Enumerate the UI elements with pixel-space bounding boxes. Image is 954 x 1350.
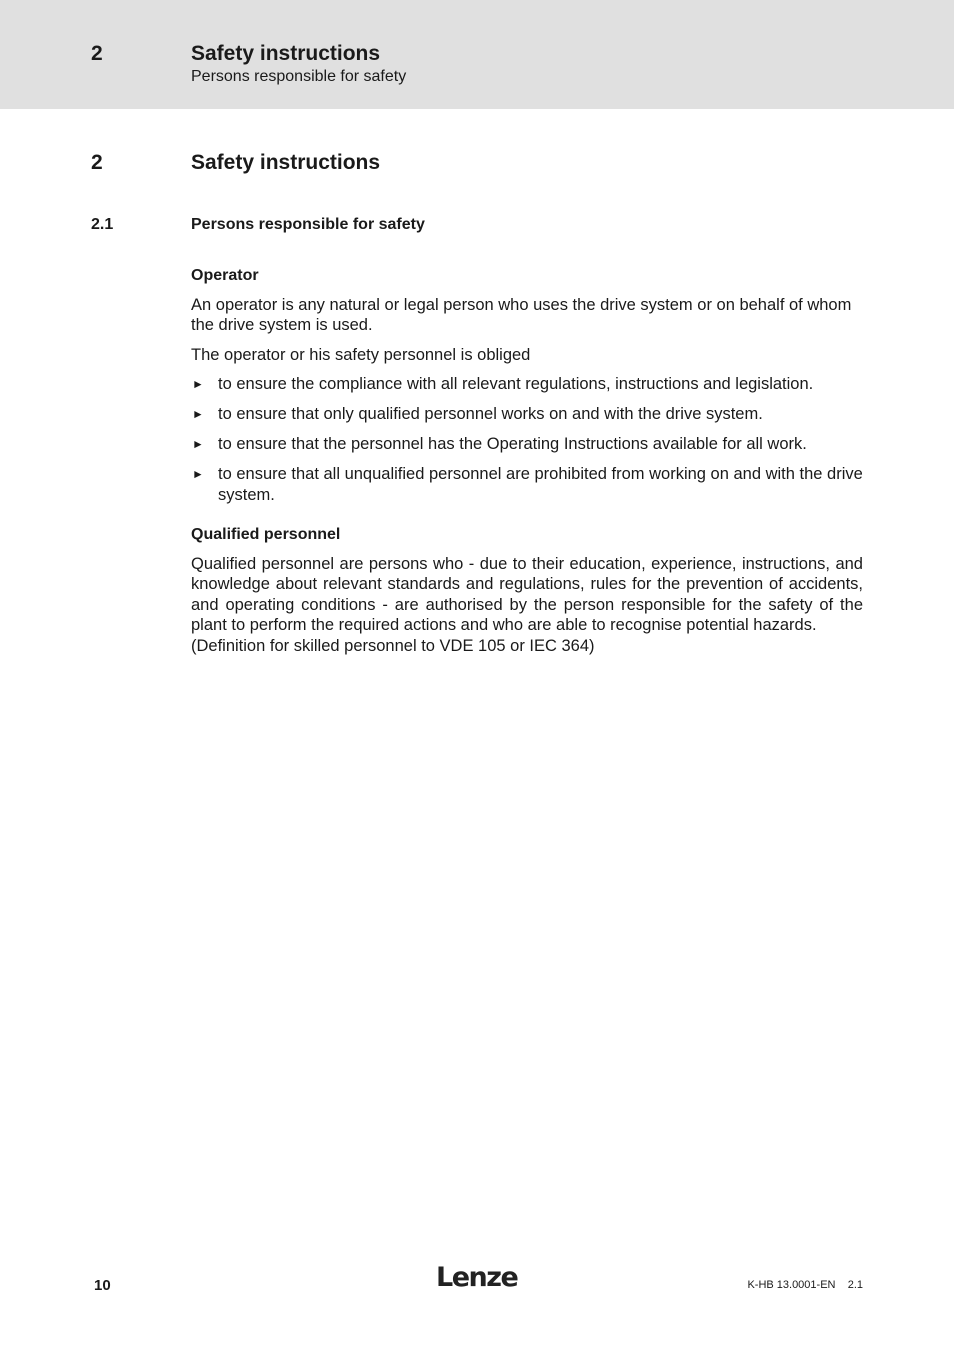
- document-id: K-HB 13.0001-EN 2.1: [747, 1279, 863, 1291]
- list-item: [191, 374, 863, 395]
- list-item: [191, 434, 863, 455]
- operator-intro: The operator or his safety personnel is obliged: [191, 345, 531, 364]
- list-item-text: to ensure that only qualified personnel works on and with the drive system.: [218, 405, 763, 423]
- lenze-logo: Lenze: [436, 1262, 518, 1293]
- list-item: [191, 464, 863, 505]
- section-number: 2.1: [91, 216, 114, 233]
- list-item-text: to ensure that the personnel has the Operating Instructions available for all work.: [218, 435, 807, 453]
- operator-definition: An operator is any natural or legal person who uses the drive system or on behalf of whom the drive system is used.: [191, 295, 852, 334]
- operator-obligations-list: [191, 374, 863, 505]
- section-title: Persons responsible for safety: [191, 216, 425, 233]
- triangle-bullet-icon: ►: [192, 377, 204, 391]
- triangle-bullet-icon: ►: [192, 467, 204, 481]
- qualified-personnel-heading: Qualified personnel: [191, 526, 341, 543]
- main-content: [191, 266, 863, 656]
- chapter-title: Safety instructions: [191, 151, 381, 174]
- triangle-bullet-icon: ►: [192, 407, 204, 421]
- operator-heading: Operator: [191, 267, 259, 284]
- header-chapter-number: 2: [91, 42, 103, 65]
- page-header: [0, 0, 954, 109]
- triangle-bullet-icon: ►: [192, 437, 204, 451]
- qualified-personnel-definition: (Definition for skilled personnel to VDE 105 or IEC 364): [191, 636, 595, 655]
- header-section-title: Persons responsible for safety: [191, 68, 407, 85]
- chapter-number: 2: [91, 151, 103, 174]
- list-item-text: to ensure the compliance with all relevant regulations, instructions and legislation.: [218, 375, 814, 393]
- page-number: 10: [94, 1277, 111, 1294]
- qualified-personnel-text: Qualified personnel are persons who - due to their education, experience, instructions, and knowledge about relevant standards and regulations, rules for the prevention of accidents, and operating conditions - are authorised by the person responsible for the safety of the plant to perform the required actions and who are able to recognise potential hazards.: [191, 554, 863, 634]
- list-item-text: to ensure that all unqualified personnel are prohibited from working on and with the drive system.: [218, 465, 863, 504]
- list-item: [191, 404, 863, 425]
- header-chapter-title: Safety instructions: [191, 42, 381, 65]
